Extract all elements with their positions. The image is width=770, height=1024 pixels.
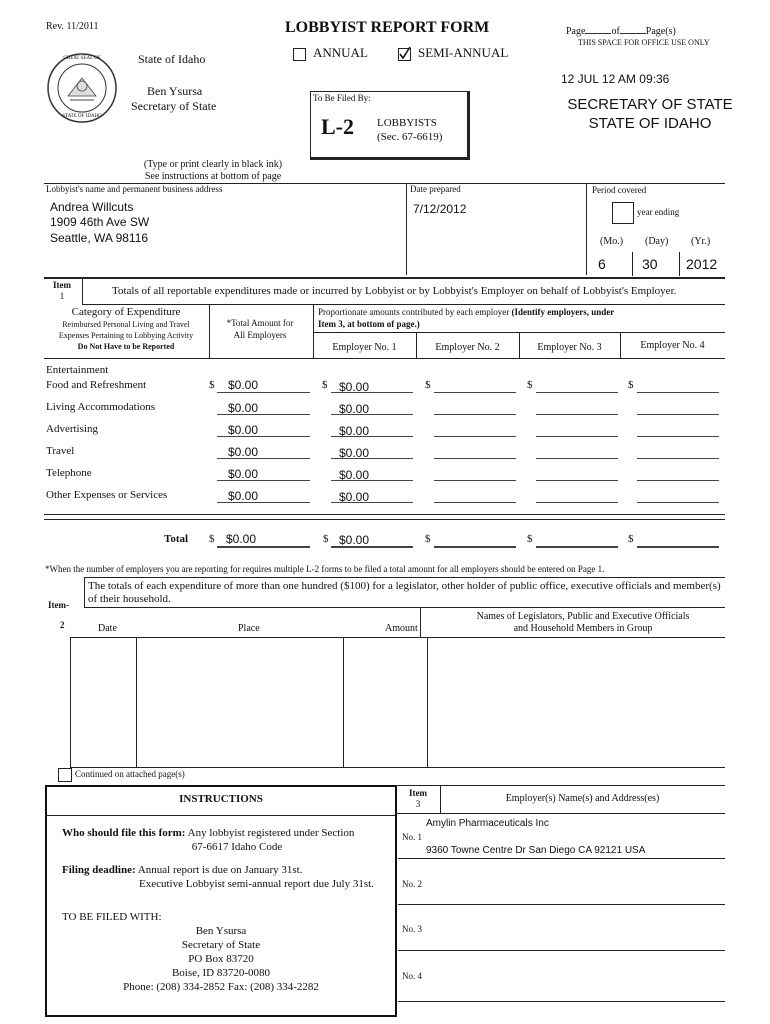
total-food[interactable]: $0.00 [228, 378, 259, 392]
employer-no-3: No. 3 [402, 924, 422, 934]
employer-no-2: No. 2 [402, 879, 422, 889]
amount-underline [331, 392, 413, 393]
form-code: L-2 [321, 114, 354, 139]
month-label: (Mo.) [600, 236, 624, 247]
amount-underline [217, 392, 310, 393]
item2-heading: The totals of each expenditure of more than one hundred ($100) for a legislator, other holder of public office, executive officials and member(s) of their household. [88, 580, 721, 605]
period-month[interactable]: 6 [598, 256, 606, 272]
page-label: Page of Page(s) [566, 26, 676, 37]
employer-col-4: Employer No. 4 [640, 340, 705, 351]
employer-col-2: Employer No. 2 [435, 342, 500, 353]
amount-underline [637, 436, 719, 437]
filing-stamp-date: 12 JUL 12 AM 09:36 [561, 72, 670, 86]
checkmark-icon [399, 46, 411, 60]
employer-col-3: Employer No. 3 [537, 342, 602, 353]
amount-underline [637, 414, 719, 415]
semi-annual-label: SEMI-ANNUAL [418, 45, 509, 60]
item3-number: 3 [415, 799, 421, 809]
total-living[interactable]: $0.00 [228, 401, 259, 415]
date-prepared-value[interactable]: 7/12/2012 [413, 202, 467, 216]
amount-underline [637, 480, 719, 481]
dollar-sign: $ [628, 533, 634, 545]
period-day[interactable]: 30 [642, 256, 658, 272]
period-label: Period covered [592, 185, 647, 195]
lobbyist-name[interactable]: Andrea Willcuts [50, 200, 134, 214]
footnote: *When the number of employers you are reporting for requires multiple L-2 forms to be filed a total amount for all employers should be entered on Page 1. [45, 564, 605, 574]
date-prepared-label: Date prepared [410, 184, 461, 194]
amount-underline [331, 502, 413, 503]
amount-underline [536, 414, 618, 415]
year-ending-checkbox[interactable] [612, 202, 634, 224]
amount-underline [536, 480, 618, 481]
total-advertising[interactable]: $0.00 [228, 423, 259, 437]
amount-underline [637, 502, 719, 503]
amount-underline [434, 458, 516, 459]
proportionate-note-1: Proportionate amounts contributed by each employer (Identify employers, under [318, 307, 615, 317]
item1-heading: Totals of all reportable expenditures made or incurred by Lobbyist or by Lobbyist's Employer on behalf of Lobbyist's Employer. [112, 285, 677, 297]
year-label: (Yr.) [691, 236, 711, 247]
amount-underline [536, 458, 618, 459]
revision-label: Rev. 11/2011 [46, 21, 99, 32]
amount-underline [434, 480, 516, 481]
state-seal [46, 52, 118, 124]
employer-col-1: Employer No. 1 [332, 342, 397, 353]
seal-top-text: GREAT SEAL OF [63, 56, 101, 61]
employer-1-name[interactable]: Amylin Pharmaceuticals Inc [426, 818, 549, 829]
amount-underline [217, 458, 310, 459]
annual-checkbox[interactable] [293, 48, 306, 61]
filing-stamp-office-2: STATE OF IDAHO [588, 115, 712, 132]
total-travel[interactable]: $0.00 [228, 445, 259, 459]
emp1-food[interactable]: $0.00 [339, 380, 370, 394]
amount-underline [637, 392, 719, 393]
dollar-sign: $ [527, 533, 533, 545]
continued-label: Continued on attached page(s) [75, 769, 185, 779]
dollar-sign: $ [425, 379, 431, 391]
employer-no-4: No. 4 [402, 971, 422, 981]
emp1-other[interactable]: $0.00 [339, 490, 370, 504]
emp1-total[interactable]: $0.00 [339, 533, 370, 547]
item2-number: 2 [60, 620, 65, 630]
amount-underline [331, 436, 413, 437]
year-ending-label: year ending [637, 207, 680, 217]
amount-underline [217, 480, 310, 481]
emp1-telephone[interactable]: $0.00 [339, 468, 370, 482]
total-other[interactable]: $0.00 [228, 489, 259, 503]
annual-label: ANNUAL [313, 45, 368, 60]
form-section: (Sec. 67-6619) [377, 131, 443, 143]
type-instructions-2: See instructions at bottom of page [144, 171, 282, 182]
dollar-sign: $ [209, 533, 215, 545]
who-should-file-2: 67-6617 Idaho Code [191, 841, 283, 853]
reimbursed-note-1: Reimbursed Personal Living and Travel [62, 320, 190, 329]
proportionate-note-2: Item 3, at bottom of page.) [318, 319, 420, 329]
reimbursed-note-2: Expenses Pertaining to Lobbying Activity [58, 331, 194, 340]
emp1-living[interactable]: $0.00 [339, 402, 370, 416]
dollar-sign: $ [425, 533, 431, 545]
row-label-telephone: Telephone [46, 467, 92, 479]
type-instructions-1: (Type or print clearly in black ink) [143, 159, 283, 170]
employer-1-address[interactable]: 9360 Towne Centre Dr San Diego CA 92121 USA [426, 845, 646, 856]
filed-by-label: To Be Filed By: [313, 93, 371, 103]
form-for: LOBBYISTS [377, 117, 437, 129]
grand-total[interactable]: $0.00 [226, 532, 257, 546]
date-column: Date [98, 623, 117, 634]
amount-underline [331, 414, 413, 415]
amount-underline [536, 436, 618, 437]
amount-underline [536, 392, 618, 393]
secretary-name: Ben Ysursa [147, 84, 203, 98]
address-po-box: PO Box 83720 [188, 953, 254, 965]
item1-label: Item [53, 280, 71, 290]
names-column-2: and Household Members in Group [513, 623, 653, 634]
reimbursed-note-3: Do Not Have to be Reported [77, 342, 175, 351]
filing-stamp-office-1: SECRETARY OF STATE [567, 96, 733, 113]
place-column: Place [238, 623, 260, 634]
semi-annual-checkbox[interactable] [398, 48, 411, 61]
total-label: Total [164, 533, 189, 545]
form-title: LOBBYIST REPORT FORM [285, 19, 490, 36]
row-label-food: Food and Refreshment [46, 379, 147, 391]
item1-number: 1 [59, 291, 65, 301]
entertainment-label: Entertainment [46, 364, 109, 376]
lobbyist-label: Lobbyist's name and permanent business address [46, 184, 223, 194]
row-label-other: Other Expenses or Services [46, 489, 168, 501]
continued-checkbox[interactable] [58, 768, 72, 782]
row-label-advertising: Advertising [46, 423, 98, 435]
address-name: Ben Ysursa [195, 925, 247, 937]
address-title: Secretary of State [181, 939, 261, 951]
address-phone: Phone: (208) 334-2852 Fax: (208) 334-2282 [123, 981, 319, 993]
secretary-title: Secretary of State [131, 99, 217, 113]
file-with-label: TO BE FILED WITH: [62, 911, 162, 923]
filing-deadline: Filing deadline: Annual report is due on January 31st. [62, 864, 303, 876]
emp1-travel[interactable]: $0.00 [339, 446, 370, 460]
dollar-sign: $ [209, 379, 215, 391]
amount-underline [217, 436, 310, 437]
total-telephone[interactable]: $0.00 [228, 467, 259, 481]
office-use-label: THIS SPACE FOR OFFICE USE ONLY [578, 38, 710, 47]
amount-underline [434, 436, 516, 437]
item3-label: Item [409, 788, 427, 798]
address-city: Boise, ID 83720-0080 [171, 967, 271, 979]
state-name: State of Idaho [138, 52, 206, 66]
dollar-sign: $ [322, 379, 328, 391]
emp1-advertising[interactable]: $0.00 [339, 424, 370, 438]
dollar-sign: $ [527, 379, 533, 391]
amount-column: Amount [385, 623, 418, 634]
item3-heading: Employer(s) Name(s) and Address(es) [505, 793, 660, 804]
row-label-living: Living Accommodations [46, 401, 156, 413]
filing-deadline-2: Executive Lobbyist semi-annual report due July 31st. [139, 878, 374, 890]
lobbyist-address-2[interactable]: Seattle, WA 98116 [50, 231, 149, 245]
amount-underline [434, 392, 516, 393]
dollar-sign: $ [628, 379, 634, 391]
filed-by-box [310, 91, 470, 160]
period-year[interactable]: 2012 [686, 256, 718, 272]
amount-underline [536, 502, 618, 503]
names-column-1: Names of Legislators, Public and Executive Officials [476, 611, 690, 622]
amount-underline [434, 502, 516, 503]
total-amount-header-1: *Total Amount for [226, 318, 294, 328]
amount-underline [217, 502, 310, 503]
seal-bottom-text: STATE OF IDAHO [62, 114, 102, 119]
instructions-title: INSTRUCTIONS [179, 793, 263, 805]
row-label-travel: Travel [46, 445, 75, 457]
amount-underline [434, 414, 516, 415]
amount-underline [637, 458, 719, 459]
dollar-sign: $ [323, 533, 329, 545]
who-should-file: Who should file this form: Any lobbyist registered under Section [62, 827, 355, 839]
amount-underline [331, 480, 413, 481]
item2-label: Item- [48, 600, 69, 610]
employer-no-1: No. 1 [402, 832, 422, 842]
total-amount-header-2: All Employers [233, 330, 287, 340]
instructions-box [45, 785, 397, 1017]
category-label: Category of Expenditure [71, 306, 181, 318]
amount-underline [331, 458, 413, 459]
amount-underline [217, 414, 310, 415]
day-label: (Day) [645, 236, 669, 247]
lobbyist-address-1[interactable]: 1909 46th Ave SW [50, 215, 150, 229]
